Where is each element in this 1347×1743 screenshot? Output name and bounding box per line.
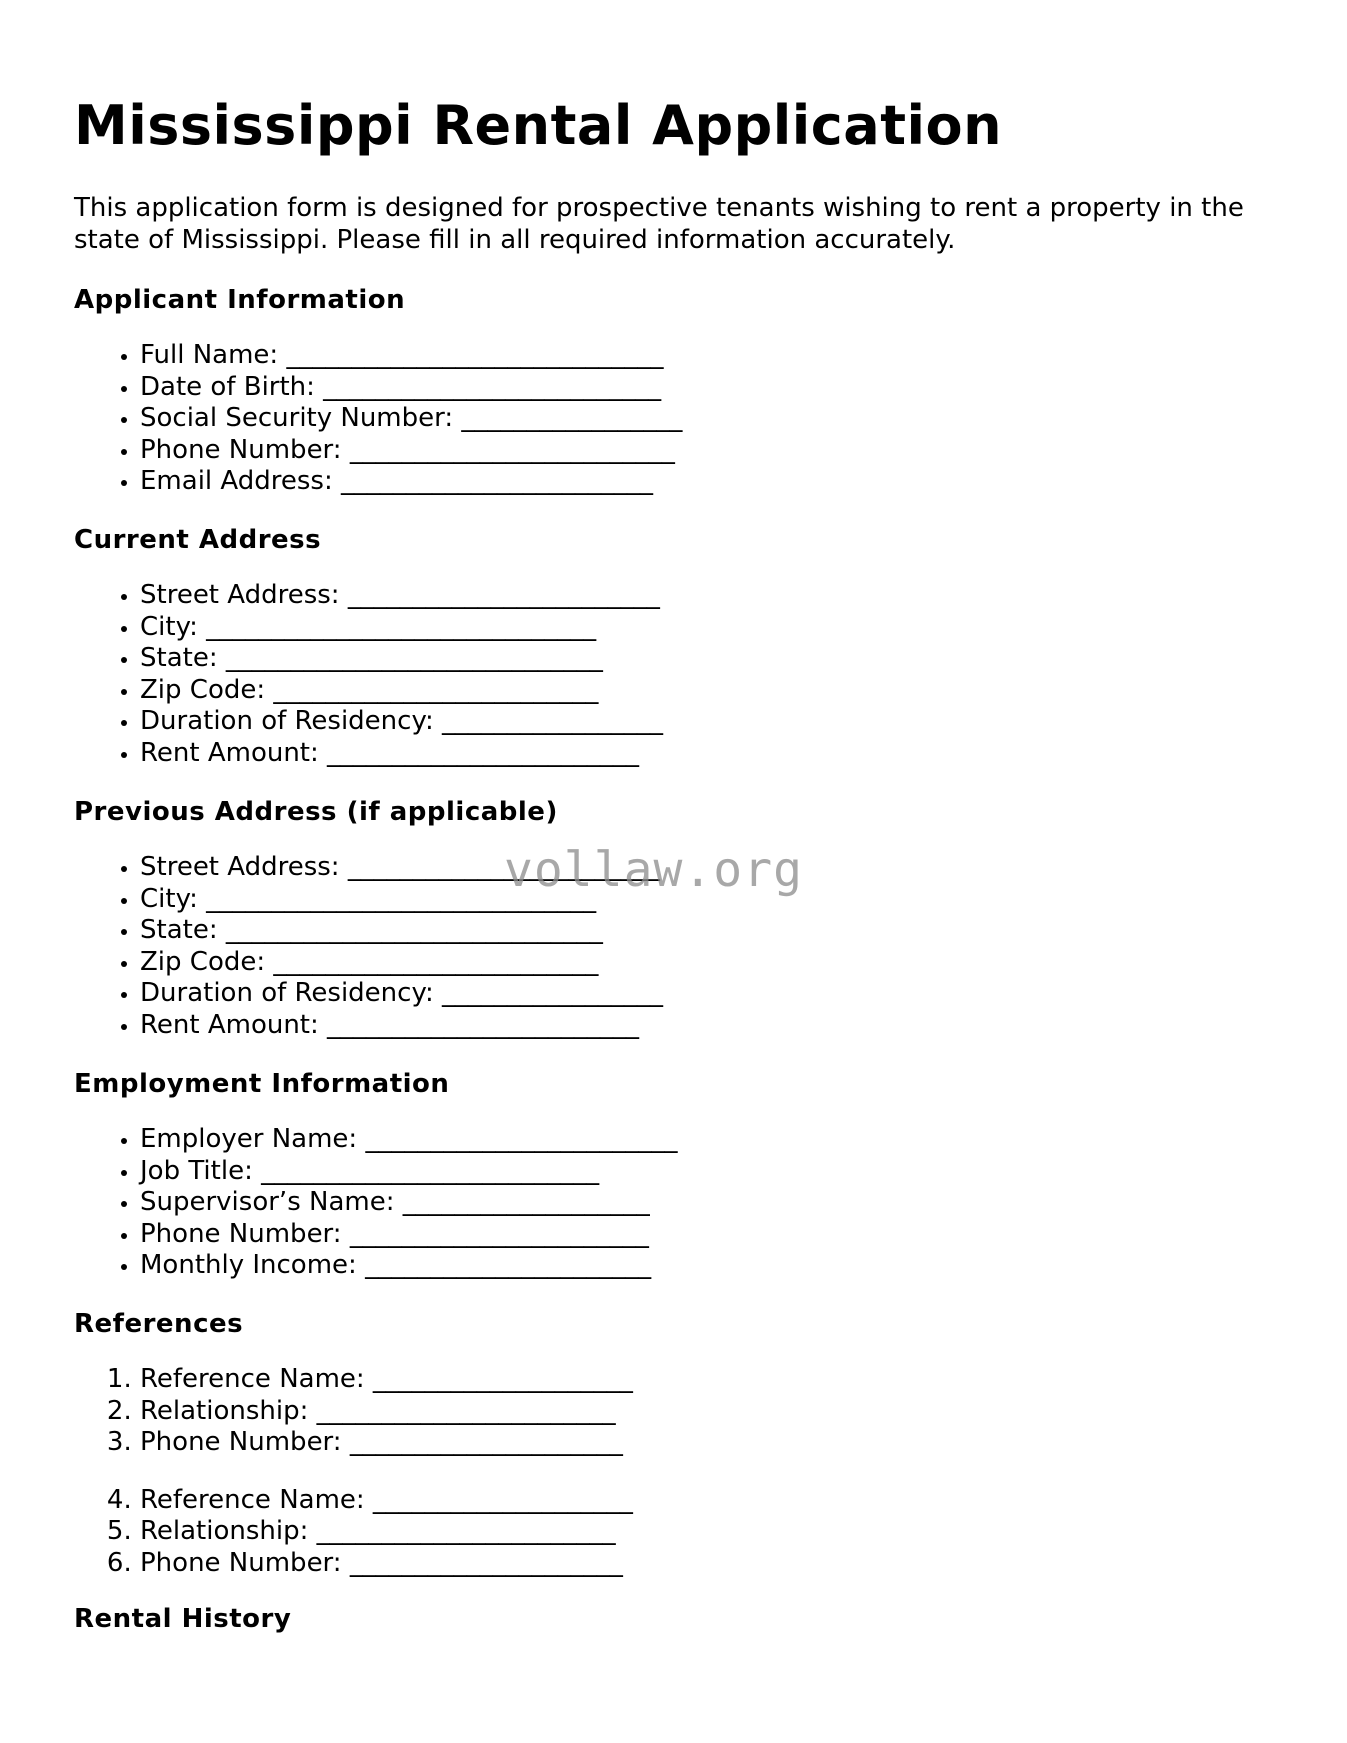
- field-relationship: 2. Relationship: _______________________: [140, 1396, 1274, 1428]
- field-date-of-birth: • Date of Birth: __________________________: [140, 372, 1274, 404]
- employment-information-section: [74, 1068, 1274, 1282]
- field-reference-name: 4. Reference Name: ____________________: [140, 1485, 1274, 1517]
- field-city: • City: ______________________________: [140, 612, 1274, 644]
- field-rent-amount: • Rent Amount: ________________________: [140, 1010, 1274, 1042]
- field-city: • City: ______________________________: [140, 884, 1274, 916]
- field-email-address: • Email Address: ________________________: [140, 466, 1274, 498]
- field-relationship: 5. Relationship: _______________________: [140, 1516, 1274, 1548]
- section-heading-previous-address: Previous Address (if applicable): [74, 797, 558, 827]
- field-monthly-income: • Monthly Income: ______________________: [140, 1250, 1274, 1282]
- applicant-field-list: [74, 340, 1274, 498]
- applicant-information-section: [74, 284, 1274, 498]
- field-phone-number: • Phone Number: _______________________: [140, 1219, 1274, 1251]
- field-rent-amount: • Rent Amount: ________________________: [140, 738, 1274, 770]
- field-duration-of-residency: • Duration of Residency: _________________: [140, 978, 1274, 1010]
- references-section: [74, 1308, 1274, 1579]
- field-street-address: • Street Address: ________________________: [140, 852, 1274, 884]
- field-duration-of-residency: • Duration of Residency: _________________: [140, 706, 1274, 738]
- field-job-title: • Job Title: __________________________: [140, 1156, 1274, 1188]
- section-heading-current-address: Current Address: [74, 525, 322, 555]
- field-phone-number: • Phone Number: _________________________: [140, 435, 1274, 467]
- rental-history-section: [74, 1603, 1274, 1635]
- previous-address-section: [74, 796, 1274, 1041]
- previous-address-field-list: [74, 852, 1274, 1041]
- field-full-name: • Full Name: _____________________________: [140, 340, 1274, 372]
- field-state: • State: _____________________________: [140, 915, 1274, 947]
- section-heading-rental-history: Rental History: [74, 1604, 292, 1634]
- references-list-first: [74, 1364, 1274, 1459]
- section-heading-employment: Employment Information: [74, 1069, 450, 1099]
- field-zip-code: • Zip Code: _________________________: [140, 675, 1274, 707]
- field-zip-code: • Zip Code: _________________________: [140, 947, 1274, 979]
- field-phone-number: 6. Phone Number: _____________________: [140, 1548, 1274, 1580]
- field-employer-name: • Employer Name: ________________________: [140, 1124, 1274, 1156]
- section-heading-references: References: [74, 1309, 244, 1339]
- section-heading-applicant: Applicant Information: [74, 285, 406, 315]
- field-ssn: • Social Security Number: _________________: [140, 403, 1274, 435]
- page-title: Mississippi Rental Application: [74, 94, 1003, 157]
- field-state: • State: _____________________________: [140, 643, 1274, 675]
- field-reference-name: 1. Reference Name: ____________________: [140, 1364, 1274, 1396]
- intro-paragraph: This application form is designed for prospective tenants wishing to rent a property in the state of Mississippi. Please fill in all required information accurately.: [74, 193, 1244, 255]
- field-supervisor-name: • Supervisor’s Name: ___________________: [140, 1187, 1274, 1219]
- current-address-field-list: [74, 580, 1274, 769]
- references-list-second: [74, 1485, 1274, 1580]
- watermark-text: vollaw.org: [504, 842, 803, 898]
- field-phone-number: 3. Phone Number: _____________________: [140, 1427, 1274, 1459]
- current-address-section: [74, 524, 1274, 769]
- employment-field-list: [74, 1124, 1274, 1282]
- field-street-address: • Street Address: ________________________: [140, 580, 1274, 612]
